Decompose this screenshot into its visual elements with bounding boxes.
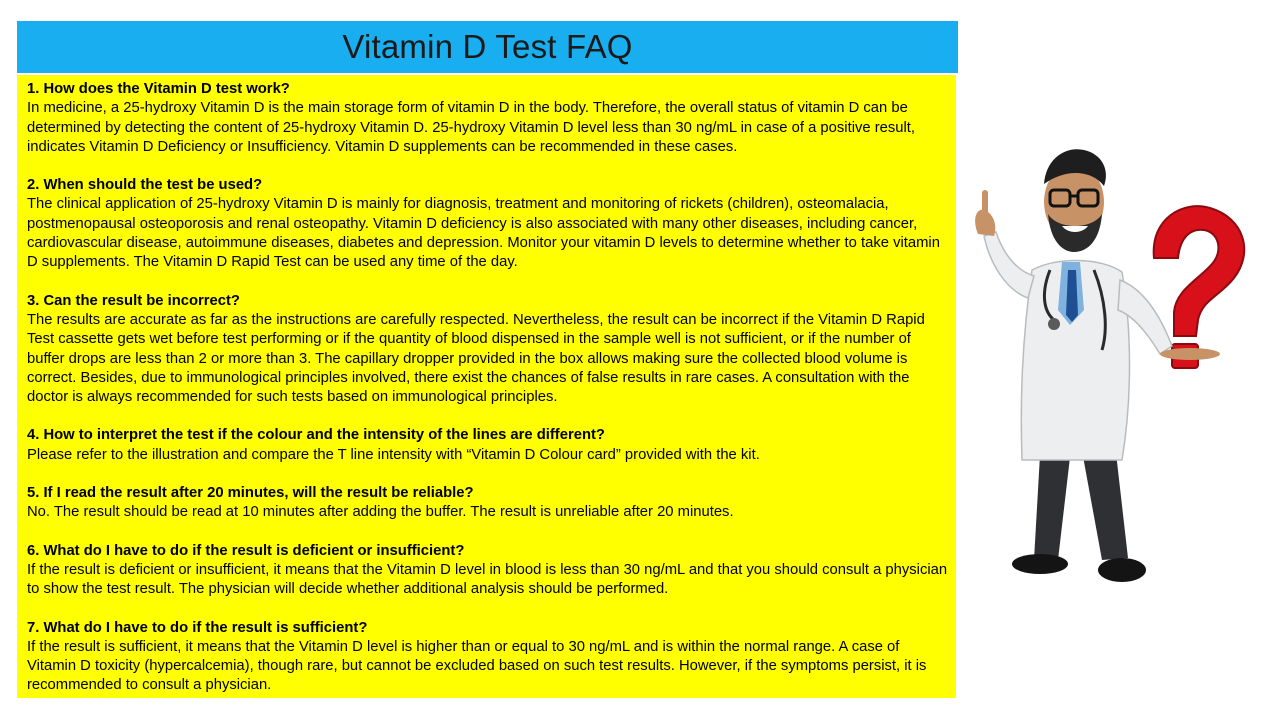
faq-item-4 (27, 426, 948, 465)
faq-answer: If the result is deficient or insufficient, it means that the Vitamin D level in blood is less than 30 ng/mL and that you should consult a physician to show the test result. The physician will decide whether additional analysis should be performed. (27, 561, 948, 598)
faq-item-7 (27, 619, 948, 696)
faq-panel (17, 75, 956, 698)
doctor-illustration (962, 140, 1262, 600)
faq-answer: If the result is sufficient, it means that the Vitamin D level is higher than or equal to 30 ng/mL and is within the normal range. A case of Vitamin D toxicity (hypercalcemia), though rare, but cannot be excluded based on such test results. However, if the symptoms persist, it is recommended to consult a physician. (27, 638, 927, 694)
faq-item-1 (27, 80, 948, 157)
faq-question: 4. How to interpret the test if the colour and the intensity of the lines are different? (27, 427, 605, 444)
faq-question: 2. When should the test be used? (27, 177, 263, 194)
faq-item-2 (27, 176, 948, 272)
faq-answer: The results are accurate as far as the instructions are carefully respected. Nevertheless, the result can be incorrect if the Vitamin D Rapid Test cassette gets wet before test performing or if the quantity of blood dispensed in the sample well is not sufficient, or if the number of buffer drops are less than 2 or more than 3. The capillary dropper provided in the box allows making sure the collected blood volume is correct. Besides, due to immunological principles involved, there exist the chances of false results in rare cases. A consultation with the doctor is always recommended for such tests based on immunological principles. (27, 311, 925, 406)
page-title: Vitamin D Test FAQ (342, 28, 633, 65)
faq-answer: No. The result should be read at 10 minutes after adding the buffer. The result is unreliable after 20 minutes. (27, 504, 734, 521)
faq-answer: In medicine, a 25-hydroxy Vitamin D is the main storage form of vitamin D in the body. Therefore, the overall status of vitamin D can be determined by detecting the content of 25-hydroxy Vitamin D. 25-hydroxy Vitamin D level less than 30 ng/mL in case of a positive result, indicates Vitamin D Deficiency or Insufficiency. Vitamin D supplements can be recommended in these cases. (27, 100, 916, 155)
faq-question: 5. If I read the result after 20 minutes, will the result be reliable? (27, 485, 474, 502)
faq-answer: Please refer to the illustration and compare the T line intensity with “Vitamin D Colour card” provided with the kit. (27, 446, 760, 463)
faq-question: 3. Can the result be incorrect? (27, 292, 240, 309)
faq-question: 6. What do I have to do if the result is deficient or insufficient? (27, 542, 465, 559)
faq-answer: The clinical application of 25-hydroxy Vitamin D is mainly for diagnosis, treatment and monitoring of rickets (children), osteomalacia, postmenopausal osteoporosis and renal osteopathy. Vitamin D deficiency is also associated with many other diseases, including cancer, cardiovascular disease, autoimmune diseases, diabetes and depression. Monitor your vitamin D levels to determine whether to take vitamin D supplements. The Vitamin D Rapid Test can be used any time of the day. (27, 196, 940, 271)
faq-item-6 (27, 542, 948, 600)
faq-item-3 (27, 292, 948, 408)
faq-item-5 (27, 484, 948, 523)
faq-question: 7. What do I have to do if the result is sufficient? (27, 619, 368, 636)
faq-question: 1. How does the Vitamin D test work? (27, 81, 290, 97)
title-banner (17, 21, 958, 73)
